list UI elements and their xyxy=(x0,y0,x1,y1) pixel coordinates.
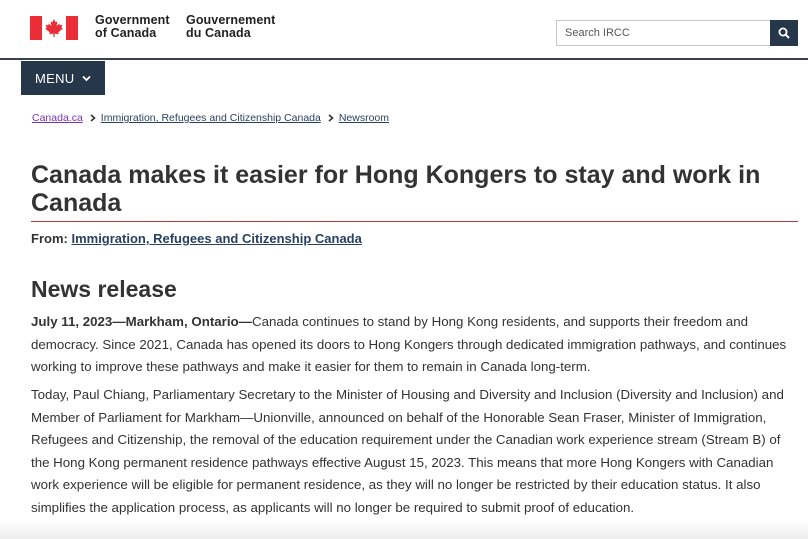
search-button[interactable] xyxy=(770,20,798,46)
news-release-heading: News release xyxy=(31,276,177,302)
chevron-right-icon xyxy=(328,114,334,122)
dateline: July 11, 2023—Markham, Ontario— xyxy=(31,314,252,329)
signature-french[interactable] xyxy=(186,14,275,40)
signature-en-line2: of Canada xyxy=(95,26,157,40)
breadcrumb-ircc[interactable]: Immigration, Refugees and Citizenship Canada xyxy=(100,112,321,124)
paragraph-1 xyxy=(31,311,803,379)
menu-label: MENU xyxy=(35,70,75,86)
signature-english[interactable] xyxy=(95,14,170,40)
search-icon xyxy=(778,27,790,39)
breadcrumb xyxy=(32,112,389,124)
breadcrumb-canada-ca[interactable]: Canada.ca xyxy=(32,112,83,124)
chevron-right-icon xyxy=(90,114,96,122)
signature-fr-line2: du Canada xyxy=(186,26,251,40)
paragraph-1-text: Canada continues to stand by Hong Kong residents, and supports their freedom and democracy. Since 2021, Canada has opened its doors to Hong Kongers through dedicated immigration pathways, and continues working to improve these pathways and make it easier for them to remain in Canada long-term. xyxy=(31,314,787,374)
page-title: Canada makes it easier for Hong Kongers to stay and work in Canada xyxy=(31,161,761,217)
breadcrumb-newsroom[interactable]: Newsroom xyxy=(338,112,390,124)
from-line xyxy=(31,231,362,246)
from-label: From: xyxy=(31,231,68,246)
paragraph-2: Today, Paul Chiang, Parliamentary Secretary to the Minister of Housing and Diversity and Inclusion (Diversity and Inclusion) and Member of Parliament for Markham—Unionville, announced on behalf of the Honorable Sean Fraser, Minister of Immigration, Refugees and Citizenship, the removal of the education requirement under the Canadian work experience stream (Stream B) of the Hong Kong permanent residence pathways effective August 15, 2023. This means that more Hong Kongers with Canadian work experience will be eligible for permanent residence, as they will no longer be restricted by their education status. It also simplifies the application process, as applicants will no longer be required to submit proof of education. xyxy=(31,387,784,515)
site-header xyxy=(0,0,808,60)
signature-fr-line1: Gouvernement xyxy=(186,13,276,27)
bottom-fade xyxy=(0,520,808,539)
menu-button[interactable] xyxy=(21,61,105,95)
canada-flag-icon[interactable] xyxy=(30,16,78,40)
from-department-link[interactable]: Immigration, Refugees and Citizenship Canada xyxy=(71,231,362,246)
search-input[interactable] xyxy=(556,20,770,46)
title-divider xyxy=(31,221,798,222)
chevron-down-icon xyxy=(82,75,91,82)
signature-en-line1: Government xyxy=(95,13,170,27)
